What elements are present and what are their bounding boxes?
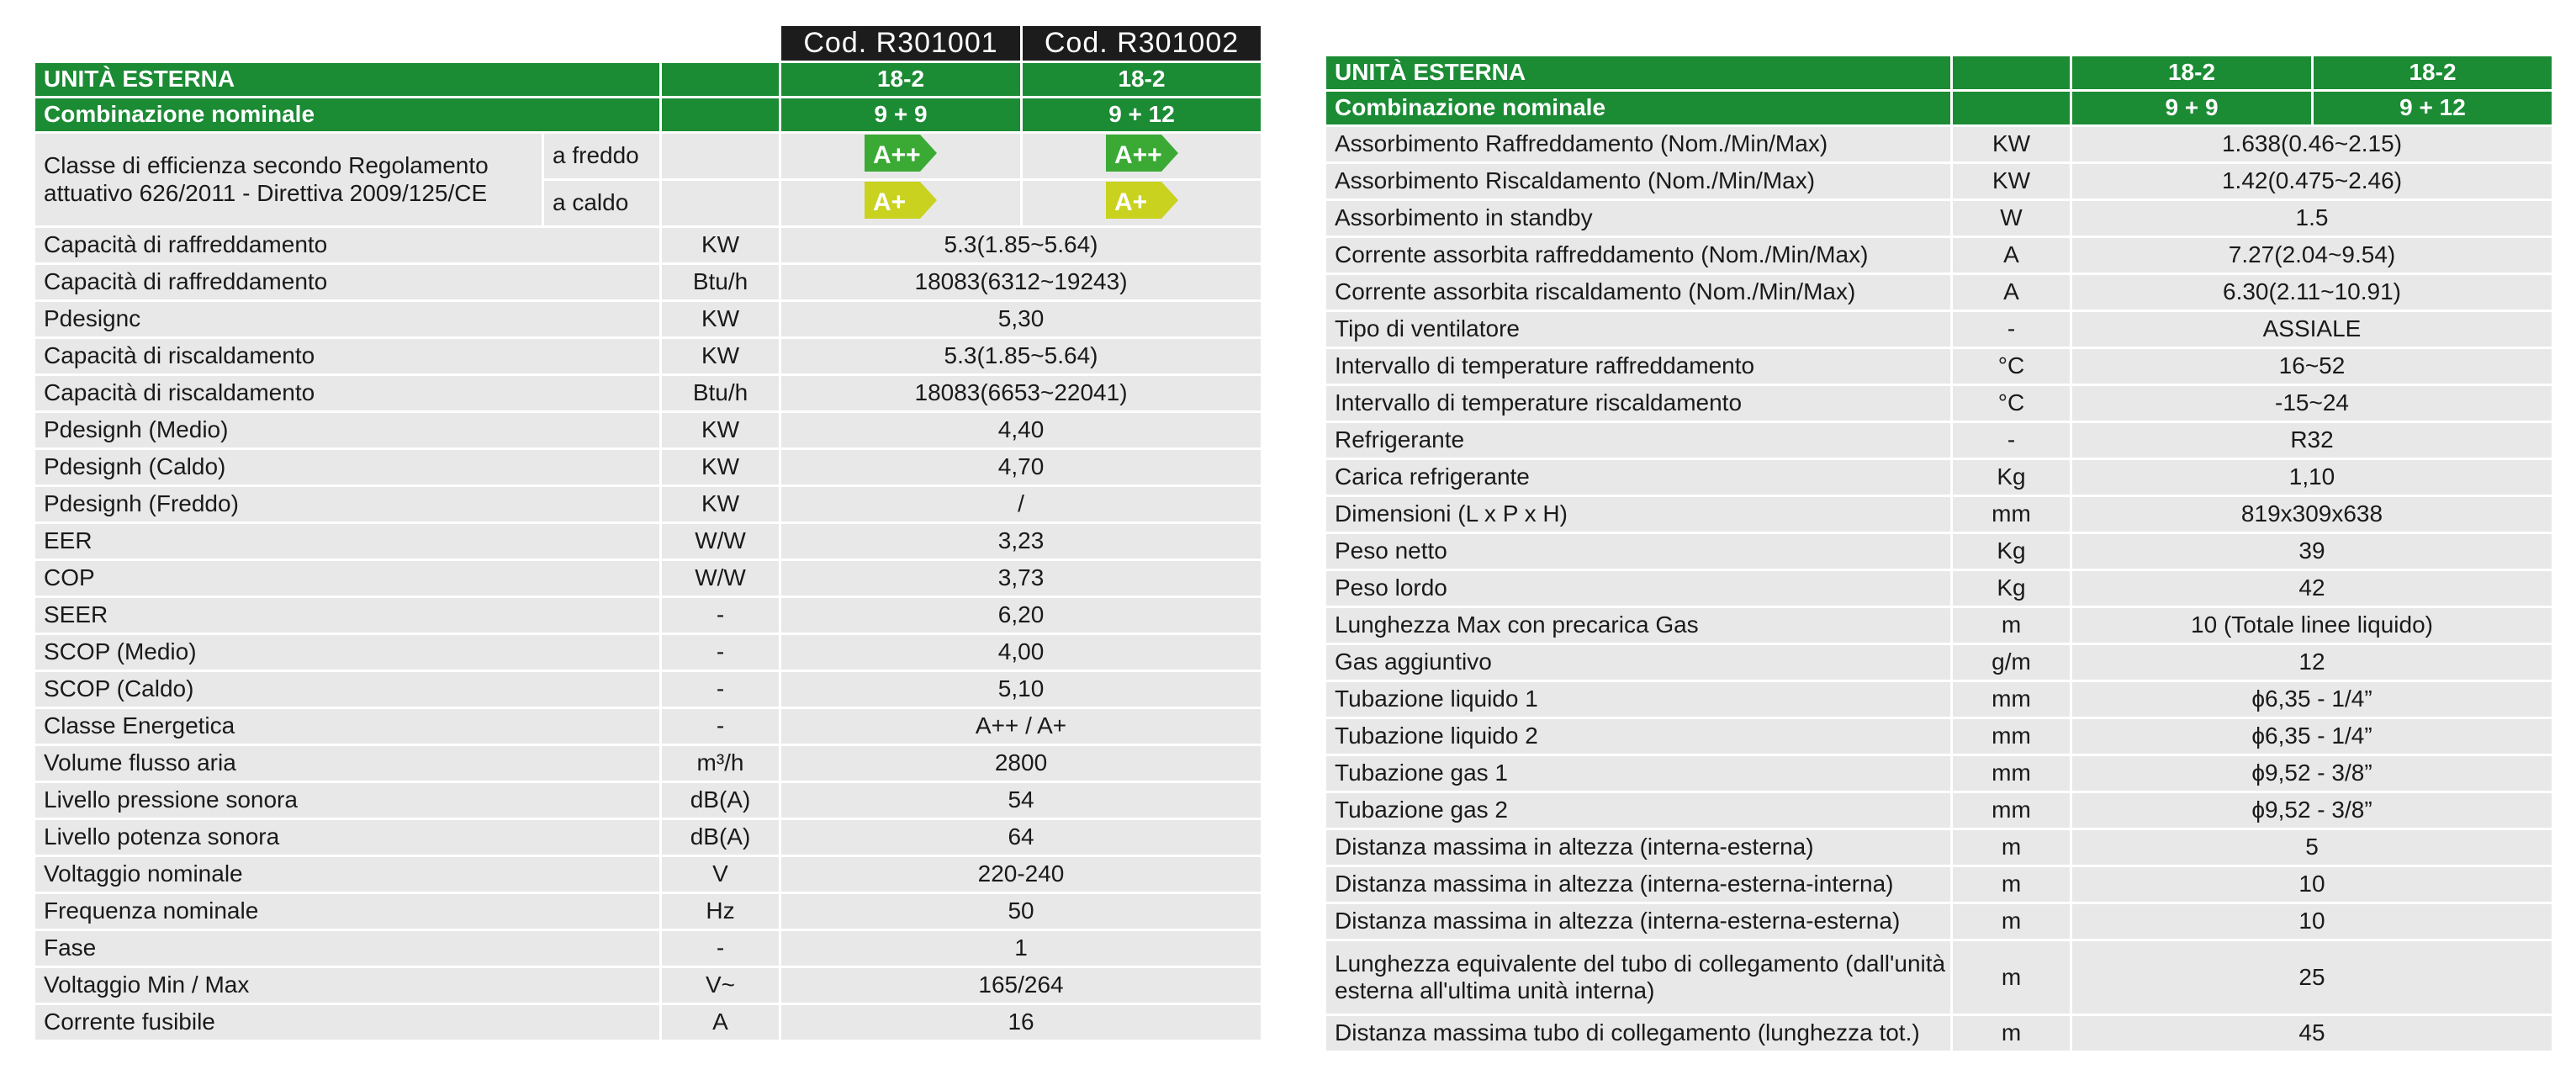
spec-value: 4,70 bbox=[780, 449, 1262, 486]
spec-row bbox=[1325, 163, 2553, 200]
spec-unit: Btu/h bbox=[661, 264, 780, 301]
spec-row bbox=[34, 819, 1262, 856]
spec-label: Gas aggiuntivo bbox=[1325, 644, 1952, 681]
spec-row bbox=[34, 745, 1262, 782]
spec-label: Corrente assorbita raffreddamento (Nom./Min/Max) bbox=[1325, 237, 1952, 274]
spec-unit: A bbox=[661, 1004, 780, 1041]
spec-unit: - bbox=[661, 671, 780, 708]
spec-label: Carica refrigerante bbox=[1325, 459, 1952, 496]
header-value-2: 9 + 12 bbox=[1022, 98, 1262, 133]
spec-unit: - bbox=[1952, 311, 2071, 348]
spec-row bbox=[34, 1004, 1262, 1041]
code-spacer bbox=[34, 25, 780, 62]
spec-label: Corrente fusibile bbox=[34, 1004, 661, 1041]
header-unit-cell bbox=[1952, 91, 2071, 126]
energy-class-arrow-icon bbox=[1106, 182, 1178, 219]
spec-label: Pdesignc bbox=[34, 301, 661, 338]
spec-unit: KW bbox=[661, 227, 780, 264]
header-row-unit bbox=[34, 62, 1262, 98]
spec-row bbox=[1325, 200, 2553, 237]
spec-unit: dB(A) bbox=[661, 782, 780, 819]
spec-row bbox=[1325, 866, 2553, 903]
spec-value: 64 bbox=[780, 819, 1262, 856]
spec-value: 42 bbox=[2071, 570, 2553, 607]
spec-row bbox=[34, 967, 1262, 1004]
spec-value: 220-240 bbox=[780, 856, 1262, 893]
spec-row bbox=[1325, 459, 2553, 496]
spec-unit: g/m bbox=[1952, 644, 2071, 681]
spec-value: 10 bbox=[2071, 903, 2553, 940]
spec-value: ϕ9,52 - 3/8” bbox=[2071, 755, 2553, 792]
spec-value: 18083(6653~22041) bbox=[780, 375, 1262, 412]
spec-label: Livello pressione sonora bbox=[34, 782, 661, 819]
spec-label: Classe Energetica bbox=[34, 708, 661, 745]
spec-label: Assorbimento Raffreddamento (Nom./Min/Max) bbox=[1325, 126, 1952, 163]
spec-label: COP bbox=[34, 560, 661, 597]
energy-class-hot-badge-1 bbox=[865, 182, 937, 225]
spec-row bbox=[1325, 792, 2553, 829]
spec-unit: m bbox=[1952, 866, 2071, 903]
energy-class-cold-badge-1 bbox=[865, 135, 937, 177]
spec-value: 1.638(0.46~2.15) bbox=[2071, 126, 2553, 163]
header-value-2: 18-2 bbox=[2313, 56, 2553, 91]
spec-row bbox=[1325, 126, 2553, 163]
spec-value: 2800 bbox=[780, 745, 1262, 782]
spec-label: Assorbimento Riscaldamento (Nom./Min/Max) bbox=[1325, 163, 1952, 200]
spec-row bbox=[34, 264, 1262, 301]
spec-unit: W bbox=[1952, 200, 2071, 237]
spec-row bbox=[1325, 237, 2553, 274]
spec-row bbox=[1325, 385, 2553, 422]
spec-value: 18083(6312~19243) bbox=[780, 264, 1262, 301]
spec-label: Refrigerante bbox=[1325, 422, 1952, 459]
header-value-1: 9 + 9 bbox=[2071, 91, 2313, 126]
spec-row bbox=[1325, 348, 2553, 385]
spec-unit: KW bbox=[1952, 163, 2071, 200]
spec-value: 5 bbox=[2071, 829, 2553, 866]
spec-label: Capacità di riscaldamento bbox=[34, 375, 661, 412]
spec-unit: m bbox=[1952, 1015, 2071, 1052]
spec-row bbox=[34, 338, 1262, 375]
spec-unit: KW bbox=[661, 338, 780, 375]
spec-unit: KW bbox=[661, 412, 780, 449]
spec-unit: - bbox=[661, 930, 780, 967]
spec-value: 5.3(1.85~5.64) bbox=[780, 227, 1262, 264]
spec-label: Voltaggio nominale bbox=[34, 856, 661, 893]
spec-label: Assorbimento in standby bbox=[1325, 200, 1952, 237]
spec-unit: - bbox=[661, 634, 780, 671]
spec-value: ASSIALE bbox=[2071, 311, 2553, 348]
spec-value: -15~24 bbox=[2071, 385, 2553, 422]
efficiency-label: Classe di efficienza secondo Regolamento attuativo 626/2011 - Direttiva 2009/125/CE bbox=[34, 133, 543, 227]
header-value-1: 9 + 9 bbox=[780, 98, 1022, 133]
spec-label: Tubazione gas 1 bbox=[1325, 755, 1952, 792]
spec-label: Lunghezza equivalente del tubo di collegamento (dall'unità esterna all'ultima unità interna) bbox=[1325, 940, 1952, 1015]
spec-label: Dimensioni (L x P x H) bbox=[1325, 496, 1952, 533]
spec-unit: Hz bbox=[661, 893, 780, 930]
spec-row bbox=[1325, 755, 2553, 792]
header-label: UNITÀ ESTERNA bbox=[1325, 56, 1952, 91]
energy-class-cold-badge-2 bbox=[1106, 135, 1178, 177]
spec-unit: - bbox=[661, 597, 780, 634]
spec-label: Capacità di raffreddamento bbox=[34, 264, 661, 301]
spec-row bbox=[34, 375, 1262, 412]
spec-row bbox=[1325, 607, 2553, 644]
left-spec-table bbox=[33, 24, 1263, 1042]
spec-value: 5,10 bbox=[780, 671, 1262, 708]
spec-unit: W/W bbox=[661, 560, 780, 597]
efficiency-badge-cell-1 bbox=[780, 180, 1022, 227]
spec-value: 1 bbox=[780, 930, 1262, 967]
spec-row bbox=[34, 449, 1262, 486]
spec-value: 16 bbox=[780, 1004, 1262, 1041]
spec-row bbox=[1325, 496, 2553, 533]
efficiency-badge-cell-2 bbox=[1022, 133, 1262, 180]
header-row-unit bbox=[1325, 56, 2553, 91]
spec-unit: KW bbox=[661, 486, 780, 523]
spec-value: 6,20 bbox=[780, 597, 1262, 634]
spec-row bbox=[1325, 570, 2553, 607]
spec-label: Livello potenza sonora bbox=[34, 819, 661, 856]
spec-value: 1.42(0.475~2.46) bbox=[2071, 163, 2553, 200]
spec-row bbox=[1325, 829, 2553, 866]
spec-unit: Kg bbox=[1952, 459, 2071, 496]
spec-row bbox=[34, 597, 1262, 634]
spec-unit: KW bbox=[1952, 126, 2071, 163]
spec-row bbox=[1325, 681, 2553, 718]
efficiency-badge-cell-2 bbox=[1022, 180, 1262, 227]
spec-row bbox=[1325, 274, 2553, 311]
spec-label: Intervallo di temperature raffreddamento bbox=[1325, 348, 1952, 385]
spec-unit: mm bbox=[1952, 496, 2071, 533]
spec-value: 45 bbox=[2071, 1015, 2553, 1052]
spec-value: 5,30 bbox=[780, 301, 1262, 338]
spec-label: Distanza massima tubo di collegamento (lunghezza tot.) bbox=[1325, 1015, 1952, 1052]
spec-row bbox=[1325, 422, 2553, 459]
spec-value: 3,23 bbox=[780, 523, 1262, 560]
header-unit-cell bbox=[661, 62, 780, 98]
spec-value: 819x309x638 bbox=[2071, 496, 2553, 533]
header-label: UNITÀ ESTERNA bbox=[34, 62, 661, 98]
spec-value: 39 bbox=[2071, 533, 2553, 570]
spec-row bbox=[34, 412, 1262, 449]
spec-value: 10 bbox=[2071, 866, 2553, 903]
spec-label: Tipo di ventilatore bbox=[1325, 311, 1952, 348]
spec-value: / bbox=[780, 486, 1262, 523]
header-row-combination bbox=[34, 98, 1262, 133]
spec-value: 4,40 bbox=[780, 412, 1262, 449]
spec-label: Pdesignh (Freddo) bbox=[34, 486, 661, 523]
header-unit-cell bbox=[661, 98, 780, 133]
spec-unit: mm bbox=[1952, 718, 2071, 755]
header-value-2: 9 + 12 bbox=[2313, 91, 2553, 126]
spec-row bbox=[1325, 903, 2553, 940]
spec-label: Frequenza nominale bbox=[34, 893, 661, 930]
spec-row bbox=[34, 523, 1262, 560]
right-spec-table bbox=[1324, 54, 2554, 1053]
spec-label: Tubazione gas 2 bbox=[1325, 792, 1952, 829]
spec-label: Pdesignh (Caldo) bbox=[34, 449, 661, 486]
spec-label: Tubazione liquido 1 bbox=[1325, 681, 1952, 718]
spec-label: Pdesignh (Medio) bbox=[34, 412, 661, 449]
spec-row bbox=[34, 486, 1262, 523]
spec-label: SCOP (Medio) bbox=[34, 634, 661, 671]
energy-class-arrow-icon bbox=[865, 135, 937, 172]
header-unit-cell bbox=[1952, 56, 2071, 91]
spec-value: 25 bbox=[2071, 940, 2553, 1015]
header-label: Combinazione nominale bbox=[34, 98, 661, 133]
spec-unit: dB(A) bbox=[661, 819, 780, 856]
spec-row bbox=[34, 301, 1262, 338]
spec-unit: °C bbox=[1952, 348, 2071, 385]
spec-row bbox=[34, 560, 1262, 597]
spec-unit: m³/h bbox=[661, 745, 780, 782]
spec-unit: mm bbox=[1952, 681, 2071, 718]
spec-row bbox=[1325, 1015, 2553, 1052]
spec-label: Corrente assorbita riscaldamento (Nom./Min/Max) bbox=[1325, 274, 1952, 311]
spec-value: ϕ6,35 - 1/4” bbox=[2071, 681, 2553, 718]
spec-label: Intervallo di temperature riscaldamento bbox=[1325, 385, 1952, 422]
spec-row bbox=[34, 227, 1262, 264]
spec-row bbox=[34, 782, 1262, 819]
spec-value: 6.30(2.11~10.91) bbox=[2071, 274, 2553, 311]
header-value-1: 18-2 bbox=[780, 62, 1022, 98]
spec-label: Peso netto bbox=[1325, 533, 1952, 570]
spec-unit: m bbox=[1952, 940, 2071, 1015]
spec-row bbox=[34, 930, 1262, 967]
header-label: Combinazione nominale bbox=[1325, 91, 1952, 126]
spec-label: Peso lordo bbox=[1325, 570, 1952, 607]
spec-unit: W/W bbox=[661, 523, 780, 560]
spec-row bbox=[1325, 311, 2553, 348]
spec-unit: Kg bbox=[1952, 570, 2071, 607]
energy-class-text: A+ bbox=[873, 188, 907, 216]
spec-value: 3,73 bbox=[780, 560, 1262, 597]
spec-unit: KW bbox=[661, 449, 780, 486]
spec-unit: mm bbox=[1952, 792, 2071, 829]
spec-value: 12 bbox=[2071, 644, 2553, 681]
spec-label: Tubazione liquido 2 bbox=[1325, 718, 1952, 755]
spec-label: EER bbox=[34, 523, 661, 560]
spec-row bbox=[34, 893, 1262, 930]
spec-unit: - bbox=[661, 708, 780, 745]
spec-label: Distanza massima in altezza (interna-esterna-interna) bbox=[1325, 866, 1952, 903]
spec-label: Voltaggio Min / Max bbox=[34, 967, 661, 1004]
spec-label: Distanza massima in altezza (interna-esterna) bbox=[1325, 829, 1952, 866]
spec-unit: A bbox=[1952, 274, 2071, 311]
spec-row bbox=[1325, 718, 2553, 755]
energy-class-arrow-icon bbox=[865, 182, 937, 219]
spec-label: Capacità di riscaldamento bbox=[34, 338, 661, 375]
spec-label: SEER bbox=[34, 597, 661, 634]
spec-unit: Kg bbox=[1952, 533, 2071, 570]
spec-row bbox=[1325, 533, 2553, 570]
efficiency-unit-cell bbox=[661, 133, 780, 180]
header-value-1: 18-2 bbox=[2071, 56, 2313, 91]
energy-class-hot-badge-2 bbox=[1106, 182, 1178, 225]
spec-unit: m bbox=[1952, 903, 2071, 940]
spec-value: R32 bbox=[2071, 422, 2553, 459]
spec-value: 1,10 bbox=[2071, 459, 2553, 496]
header-row-combination bbox=[1325, 91, 2553, 126]
spec-unit: m bbox=[1952, 607, 2071, 644]
spec-value: 4,00 bbox=[780, 634, 1262, 671]
spec-value: 50 bbox=[780, 893, 1262, 930]
spec-value: 16~52 bbox=[2071, 348, 2553, 385]
spec-value: A++ / A+ bbox=[780, 708, 1262, 745]
spec-value: 54 bbox=[780, 782, 1262, 819]
efficiency-cold-label: a freddo bbox=[543, 133, 661, 180]
spec-label: SCOP (Caldo) bbox=[34, 671, 661, 708]
spec-value: 165/264 bbox=[780, 967, 1262, 1004]
spec-unit: KW bbox=[661, 301, 780, 338]
efficiency-badge-cell-1 bbox=[780, 133, 1022, 180]
spec-value: ϕ6,35 - 1/4” bbox=[2071, 718, 2553, 755]
energy-class-arrow-icon bbox=[1106, 135, 1178, 172]
efficiency-unit-cell bbox=[661, 180, 780, 227]
spec-unit: V~ bbox=[661, 967, 780, 1004]
header-value-2: 18-2 bbox=[1022, 62, 1262, 98]
spec-row bbox=[34, 708, 1262, 745]
spec-value: 10 (Totale linee liquido) bbox=[2071, 607, 2553, 644]
spec-label: Capacità di raffreddamento bbox=[34, 227, 661, 264]
spec-value: 1.5 bbox=[2071, 200, 2553, 237]
spec-unit: A bbox=[1952, 237, 2071, 274]
energy-class-text: A++ bbox=[873, 140, 921, 169]
efficiency-row-cold bbox=[34, 133, 1262, 180]
spec-unit: mm bbox=[1952, 755, 2071, 792]
spec-unit: °C bbox=[1952, 385, 2071, 422]
code-row bbox=[34, 25, 1262, 62]
spec-value: 5.3(1.85~5.64) bbox=[780, 338, 1262, 375]
efficiency-hot-label: a caldo bbox=[543, 180, 661, 227]
energy-class-text: A+ bbox=[1113, 188, 1147, 216]
spec-unit: Btu/h bbox=[661, 375, 780, 412]
spec-unit: m bbox=[1952, 829, 2071, 866]
spec-row bbox=[34, 856, 1262, 893]
spec-row bbox=[34, 634, 1262, 671]
product-code-2: Cod. R301002 bbox=[1022, 25, 1262, 62]
spec-label: Volume flusso aria bbox=[34, 745, 661, 782]
spec-row bbox=[34, 671, 1262, 708]
energy-class-text: A++ bbox=[1113, 140, 1162, 169]
spec-value: 7.27(2.04~9.54) bbox=[2071, 237, 2553, 274]
spec-label: Fase bbox=[34, 930, 661, 967]
spec-row bbox=[1325, 644, 2553, 681]
product-code-1: Cod. R301001 bbox=[780, 25, 1022, 62]
spec-label: Lunghezza Max con precarica Gas bbox=[1325, 607, 1952, 644]
spec-unit: - bbox=[1952, 422, 2071, 459]
spec-unit: V bbox=[661, 856, 780, 893]
spec-value: ϕ9,52 - 3/8” bbox=[2071, 792, 2553, 829]
spec-label: Distanza massima in altezza (interna-esterna-esterna) bbox=[1325, 903, 1952, 940]
spec-row bbox=[1325, 940, 2553, 1015]
